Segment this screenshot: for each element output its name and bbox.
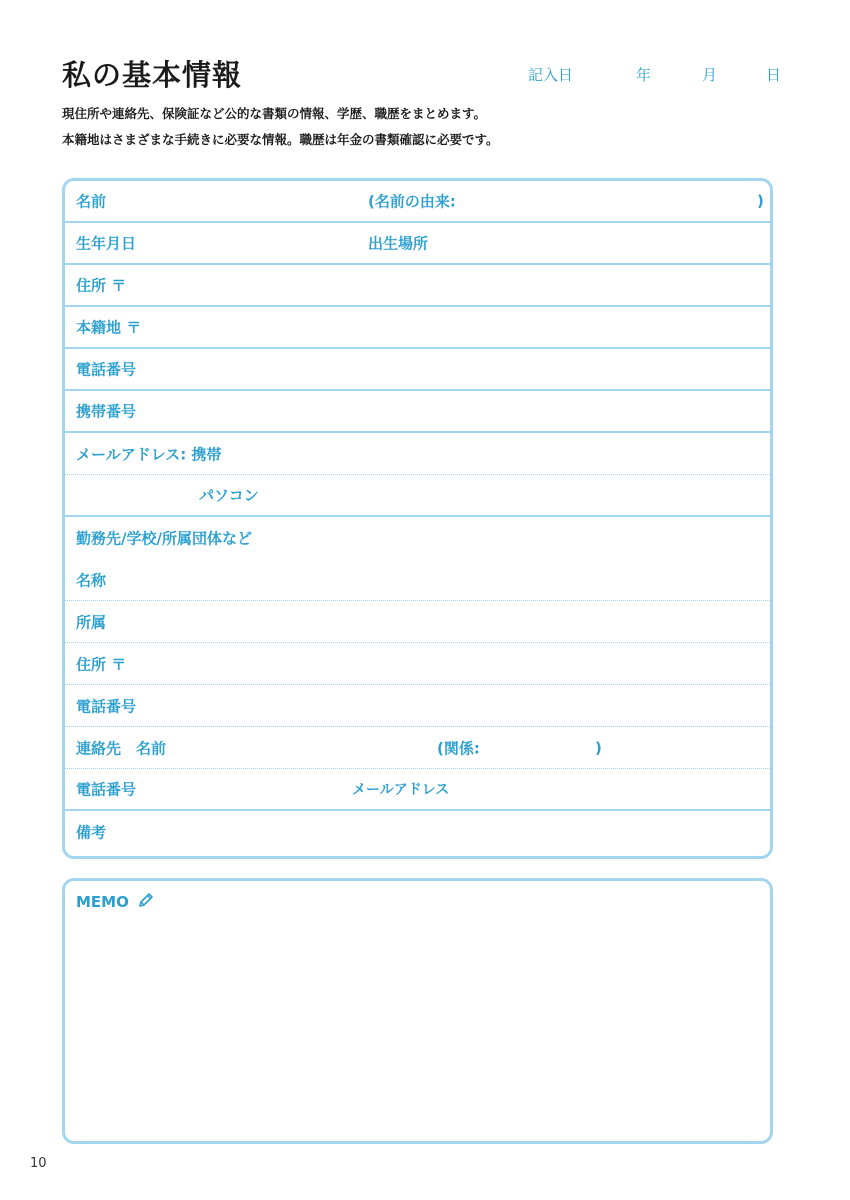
work-phone-row[interactable] [65, 685, 770, 727]
email-pc-row[interactable] [65, 475, 770, 517]
description-line-2: 本籍地はさまざまな手続きに必要な情報。職歴は年金の書類確認に必要です。 [62, 132, 499, 147]
remarks-label: 備考 [76, 823, 107, 842]
name-row[interactable] [65, 181, 770, 223]
affiliation-label: 所属 [76, 613, 107, 631]
address-row[interactable] [65, 265, 770, 307]
name-origin-label: (名前の由来: [368, 192, 456, 211]
birth-row[interactable] [65, 223, 770, 265]
workplace-label: 勤務先/学校/所属団体など [76, 529, 252, 548]
mobile-row[interactable] [65, 391, 770, 433]
contact-phone-row[interactable] [65, 769, 770, 811]
contact-name-label: 連絡先 名前 [76, 739, 167, 757]
address-label: 住所 〒 [76, 276, 127, 295]
entry-year-label: 年 [636, 66, 652, 84]
email-mobile-row[interactable] [65, 433, 770, 475]
description-line-1: 現住所や連絡先、保険証など公的な書類の情報、学歴、職歴をまとめます。 [62, 106, 487, 121]
entry-month-label: 月 [702, 66, 718, 84]
honseki-row[interactable] [65, 307, 770, 349]
company-name-row[interactable] [65, 559, 770, 601]
entry-day-label: 日 [766, 66, 782, 84]
contact-email-label: メールアドレス [352, 782, 450, 798]
contact-phone-label: 電話番号 [76, 780, 137, 799]
page-number: 10 [30, 1156, 47, 1171]
affiliation-row[interactable] [65, 601, 770, 643]
workplace-header-row [65, 517, 770, 559]
relation-close: ) [595, 738, 602, 757]
phone-row[interactable] [65, 349, 770, 391]
honseki-label: 本籍地 〒 [76, 318, 142, 337]
memo-header [76, 891, 155, 911]
email-mobile-label: メールアドレス: 携帯 [76, 445, 222, 463]
memo-box[interactable] [62, 878, 773, 1144]
memo-title: MEMO [76, 893, 129, 911]
pencil-icon [137, 891, 155, 909]
entry-date-label: 記入日 [528, 66, 574, 84]
name-origin-close: ) [757, 192, 764, 210]
phone-label: 電話番号 [76, 360, 137, 379]
birthdate-label: 生年月日 [76, 234, 137, 253]
email-pc-label: パソコン [199, 486, 259, 505]
basic-info-form [62, 178, 773, 859]
work-address-row[interactable] [65, 643, 770, 685]
relation-label: (関係: [437, 739, 480, 757]
company-name-label: 名称 [76, 571, 107, 589]
birthplace-label: 出生場所 [368, 234, 429, 253]
mobile-label: 携帯番号 [76, 402, 137, 421]
work-phone-label: 電話番号 [76, 697, 137, 715]
remarks-row[interactable] [65, 811, 770, 853]
work-address-label: 住所 〒 [76, 655, 127, 673]
page-title: 私の基本情報 [62, 58, 243, 92]
name-label: 名前 [76, 192, 107, 211]
contact-row[interactable] [65, 727, 770, 769]
